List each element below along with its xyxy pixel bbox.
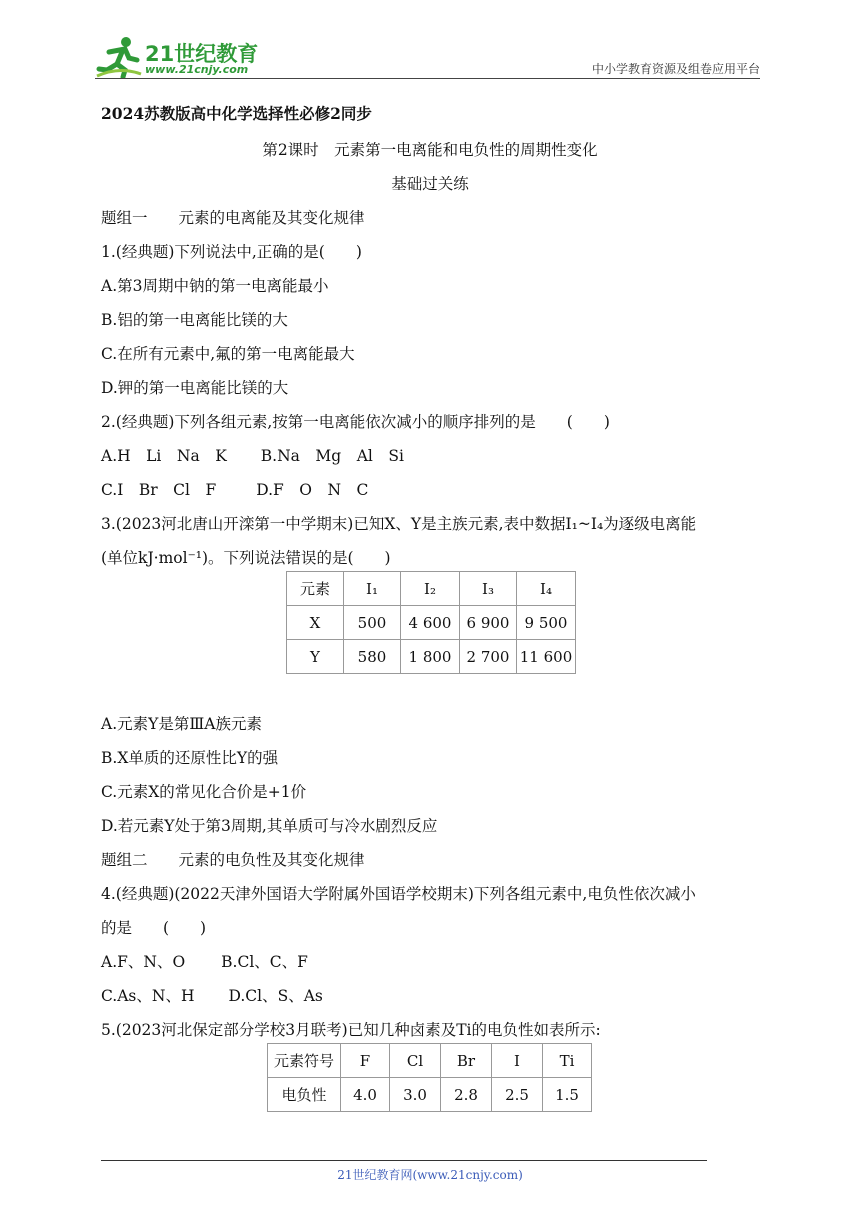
table-cell: 6 900 — [460, 606, 517, 640]
question-1-option-a: A.第3周期中钠的第一电离能最小 — [101, 277, 329, 295]
table-cell: I₄ — [517, 572, 576, 606]
logo-text: 21世纪教育 — [145, 42, 259, 66]
table-cell: 电负性 — [268, 1078, 341, 1112]
document-title: 2024苏教版高中化学选择性必修2同步 — [101, 104, 372, 123]
electronegativity-table — [267, 1043, 592, 1112]
runner-logo-icon — [95, 36, 143, 78]
question-2-option-d: D.F O N C — [256, 481, 369, 499]
header-divider — [95, 78, 760, 79]
footer-link[interactable]: 21世纪教育网(www.21cnjy.com) — [337, 1168, 523, 1182]
question-1: 1.(经典题)下列说法中,正确的是( ) — [101, 243, 362, 261]
table-cell: Y — [287, 640, 344, 674]
table-cell: I₃ — [460, 572, 517, 606]
question-5: 5.(2023河北保定部分学校3月联考)已知几种卤素及Ti的电负性如表所示: — [101, 1021, 601, 1039]
table-cell: 元素 — [287, 572, 344, 606]
table-cell: 580 — [344, 640, 401, 674]
question-3-option-a: A.元素Y是第ⅢA族元素 — [101, 715, 262, 733]
table-cell: 3.0 — [390, 1078, 441, 1112]
question-3-option-c: C.元素X的常见化合价是+1价 — [101, 783, 307, 801]
question-1-option-c: C.在所有元素中,氟的第一电离能最大 — [101, 345, 355, 363]
table-row — [268, 1078, 592, 1112]
question-4-option-b: B.Cl、C、F — [221, 953, 308, 971]
group-heading-1: 题组一 元素的电离能及其变化规律 — [101, 209, 365, 227]
table-cell: 元素符号 — [268, 1044, 341, 1078]
table-cell: I₁ — [344, 572, 401, 606]
footer-divider — [101, 1160, 707, 1161]
header-platform-text: 中小学教育资源及组卷应用平台 — [591, 62, 760, 76]
question-4-line-2: 的是 ( ) — [101, 919, 207, 937]
ionization-energy-table — [286, 571, 576, 674]
site-logo[interactable] — [95, 36, 265, 78]
table-row — [287, 606, 576, 640]
section-title: 基础过关练 — [391, 175, 469, 193]
question-2: 2.(经典题)下列各组元素,按第一电离能依次减小的顺序排列的是 ( ) — [101, 413, 610, 431]
table-cell: 4.0 — [341, 1078, 390, 1112]
question-1-option-d: D.钾的第一电离能比镁的大 — [101, 379, 289, 397]
question-2-options-cd — [101, 480, 368, 500]
table-cell: Br — [441, 1044, 492, 1078]
question-4-option-d: D.Cl、S、As — [228, 987, 323, 1005]
table-header-row — [287, 572, 576, 606]
question-2-option-b: B.Na Mg Al Si — [260, 447, 404, 465]
table-row — [287, 640, 576, 674]
question-4-options-ab — [101, 952, 308, 972]
question-2-option-c: C.I Br Cl F — [101, 481, 217, 499]
question-1-option-b: B.铝的第一电离能比镁的大 — [101, 311, 288, 329]
question-3-option-b: B.X单质的还原性比Y的强 — [101, 749, 279, 767]
logo-url: www.21cnjy.com — [145, 63, 249, 76]
question-4-line-1: 4.(经典题)(2022天津外国语大学附属外国语学校期末)下列各组元素中,电负性依次减小 — [101, 885, 696, 903]
table-cell: 9 500 — [517, 606, 576, 640]
table-cell: 1 800 — [401, 640, 460, 674]
table-cell: I₂ — [401, 572, 460, 606]
table-cell: X — [287, 606, 344, 640]
table-cell: 2.5 — [492, 1078, 543, 1112]
page-header — [95, 30, 760, 80]
question-3-line-1: 3.(2023河北唐山开滦第一中学期末)已知X、Y是主族元素,表中数据I₁~I₄为逐级电离能 — [101, 515, 697, 533]
table-cell: 4 600 — [401, 606, 460, 640]
question-2-options-ab — [101, 446, 404, 466]
table-cell: 1.5 — [543, 1078, 592, 1112]
group-heading-2: 题组二 元素的电负性及其变化规律 — [101, 851, 365, 869]
table-cell: Cl — [390, 1044, 441, 1078]
table-cell: F — [341, 1044, 390, 1078]
table-cell: 500 — [344, 606, 401, 640]
table-cell: 11 600 — [517, 640, 576, 674]
question-4-option-a: A.F、N、O — [101, 953, 186, 971]
question-2-option-a: A.H Li Na K — [101, 447, 227, 465]
table-header-row — [268, 1044, 592, 1078]
table-cell: I — [492, 1044, 543, 1078]
question-3-option-d: D.若元素Y处于第3周期,其单质可与冷水剧烈反应 — [101, 817, 438, 835]
table-cell: Ti — [543, 1044, 592, 1078]
lesson-title: 第2课时 元素第一电离能和电负性的周期性变化 — [262, 141, 598, 159]
question-3-line-2: (单位kJ·mol⁻¹)。下列说法错误的是( ) — [101, 549, 391, 567]
question-4-options-cd — [101, 986, 323, 1006]
question-4-option-c: C.As、N、H — [101, 987, 195, 1005]
table-cell: 2 700 — [460, 640, 517, 674]
table-cell: 2.8 — [441, 1078, 492, 1112]
